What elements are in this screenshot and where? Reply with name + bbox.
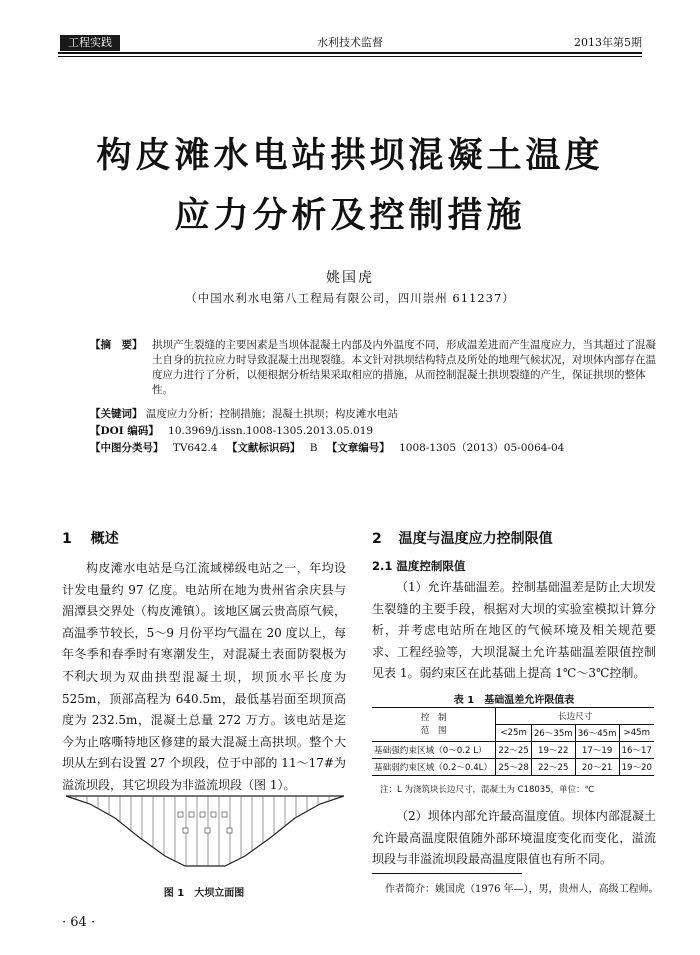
article-label: 【文章编号】 (326, 442, 390, 454)
doccode-label: 【文献标识码】 (226, 442, 301, 454)
table-row (372, 742, 654, 759)
issue-label: 2013年第5期 (574, 36, 642, 49)
keywords-text: 温度应力分析；控制措施；混凝土拱坝；构皮滩水电站 (145, 408, 398, 420)
table-header-row (372, 708, 654, 725)
header-rule-thin (58, 56, 642, 57)
author-bio: 作者简介：姚国虎（1976 年—），男，贵州人，高级工程师。 (385, 884, 659, 895)
title-line-2: 应力分析及控制措施 (174, 196, 526, 236)
table-cell: 16～17 (621, 746, 652, 756)
table-col-1: <25m (496, 725, 531, 742)
table-1-caption: 表 1 基础温差允许限值表 (453, 695, 575, 706)
section-2-number: 2 (372, 531, 382, 547)
section-1-number: 1 (62, 531, 72, 547)
footnote-rule (372, 873, 522, 874)
table-cell: 25～28 (496, 759, 531, 776)
dam-elevation-figure (60, 790, 350, 880)
doi-text: 10.3969/j.issn.1008-1305.2013.05.019 (168, 425, 374, 437)
section-1-title: 概述 (90, 531, 119, 547)
section-2-paragraph-1: （1）允许基础温差。控制基础温差是防止大坝发生裂缝的主要手段，根据对大坝的实验室模拟计算分析，并考虑电站所在地区的气候环境及相关规范要求、工程经验等，大坝混凝土允许基础温差限值控制见表 1。弱约束区在此基础上提高 1℃～3℃控制。 (372, 580, 656, 680)
table-col-2: 26～35m (531, 725, 575, 742)
section-tag: 工程实践 (60, 35, 120, 51)
table-row (372, 759, 654, 776)
doccode-value: B (309, 442, 318, 454)
abstract-text: 拱坝产生裂缝的主要因素是当坝体混凝土内部及内外温度不同，形成温差进而产生温度应力，当其超过了混凝土自身的抗拉应力时导致混凝土出现裂缝。本文针对拱坝结构特点及所处的地理气候状况，对坝体内部存在温度应力进行了分析，以便根据分析结果采取相应的措施，从而控制混凝土拱坝裂缝的产生，保证拱坝的整体性。 (152, 339, 656, 396)
figure-1-caption: 图 1 大坝立面图 (163, 888, 245, 899)
subsection-2-1-heading: 2.1 温度控制限值 (372, 559, 466, 573)
table-row-label: 基础弱约束区域（0.2～0.4L） (372, 759, 496, 776)
table-header-range-line-2: 范 围 (420, 725, 447, 736)
clc-label: 【中图分类号】 (90, 442, 164, 454)
classification (90, 441, 660, 456)
abstract (90, 338, 660, 402)
article-value: 1008-1305（2013）05-0064-04 (399, 442, 565, 454)
keywords-label: 【关键词】 (90, 408, 143, 420)
clc-value: TV642.4 (172, 442, 218, 454)
section-1-paragraph-2: 大坝为双曲拱型混凝土坝，坝顶水平长度为 525m，顶部高程为 640.5m，最低基岩面至坝顶高度为 232.5m，混凝土总量 272 万方。该电站是迄今为止喀嘶特地区修建的最大混凝土高拱坝。整个大坝从左到右设置 27 个坝段，位于中部的 11～17#为溢流坝段，其它坝段为非溢流坝段（图 1）。 (62, 670, 346, 792)
table-1-note: 注：L 为浇筑块长边尺寸，混凝土为 C18035，单位：℃ (380, 785, 595, 795)
keywords (90, 407, 660, 422)
doi-label: 【DOI 编码】 (90, 425, 159, 437)
table-header-range-line-1: 控 制 (420, 712, 447, 723)
table-cell: 17～19 (575, 742, 619, 759)
table-cell: 20～21 (575, 759, 619, 776)
page-number: · 64 · (62, 915, 96, 930)
doi (90, 424, 660, 439)
section-1-paragraph-1: 构皮滩水电站是乌江流域梯级电站之一，年均设计发电量约 97 亿度。电站所在地为贵州省余庆县与湄潭县交界处（构皮滩镇）。该地区属云贵高原气候，高温季节较长，5～9 月份平均气温在 20 度以上，每年冬季和春季时有寒潮发生，对混凝土表面防裂极为不利。 (62, 561, 346, 683)
title-line-1: 构皮滩水电站拱坝混凝土温度 (96, 136, 604, 176)
table-cell: 19～20 (621, 763, 652, 773)
table-col-3: 36～45m (575, 725, 619, 742)
table-row-label: 基础强约束区域（0～0.2 L） (372, 742, 496, 759)
table-header-range (372, 708, 496, 742)
section-2-heading (372, 528, 553, 548)
author: 姚国虎 (326, 270, 374, 286)
journal-name: 水利技术监督 (317, 36, 383, 49)
abstract-label: 【摘 要】 (90, 339, 143, 351)
table-cell: 22～25 (496, 742, 531, 759)
table-cell: 19～22 (531, 742, 575, 759)
section-2-title: 温度与温度应力控制限值 (398, 531, 553, 547)
table-col-4: >45m (623, 728, 651, 738)
affiliation: （中国水利水电第八工程局有限公司，四川崇州 611237） (185, 291, 515, 305)
section-1-heading (62, 528, 119, 548)
section-2-paragraph-2: （2）坝体内部允许最高温度值。坝体内部混凝土允许最高温度限值随外部环境温度变化而变化，溢流坝段与非溢流坝段最高温度限值也有所不同。 (372, 809, 656, 866)
table-1 (372, 707, 654, 776)
header-rule (58, 52, 642, 54)
table-header-group: 长边尺寸 (496, 708, 654, 725)
table-cell: 22～25 (531, 759, 575, 776)
